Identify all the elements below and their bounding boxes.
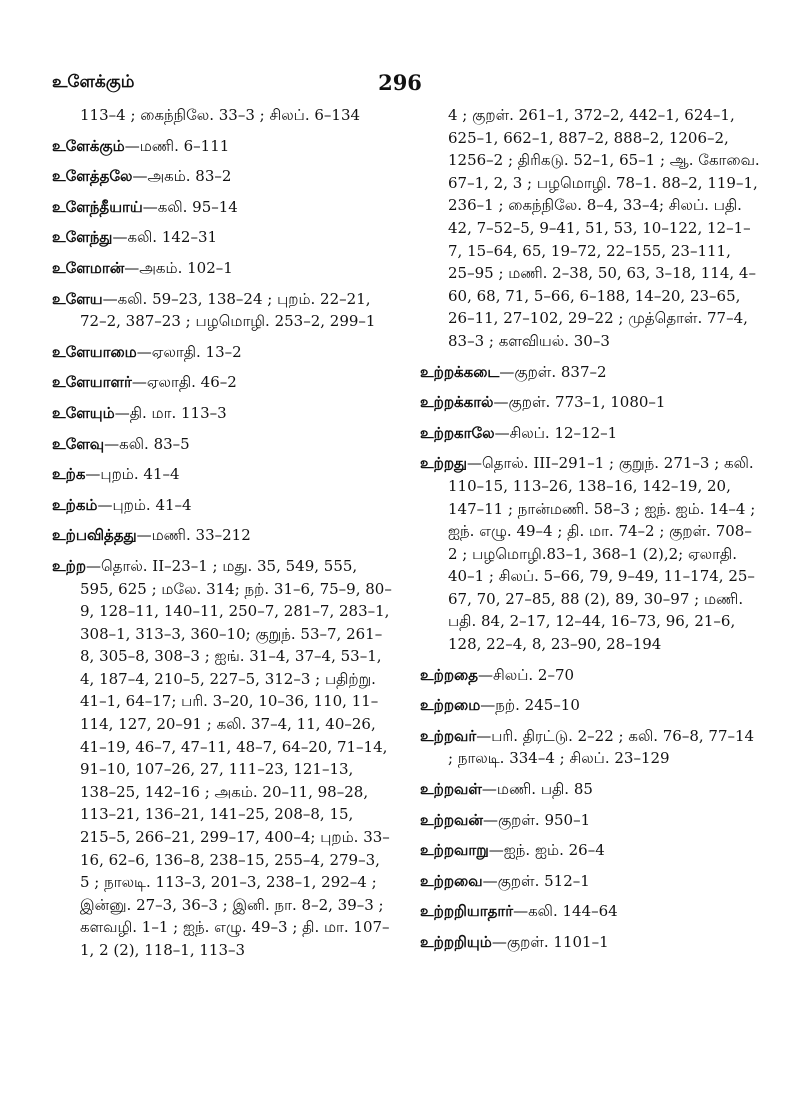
entry-headword: உளேக்கும் (52, 136, 125, 155)
index-entry (52, 402, 392, 425)
entry-headword: உளேயாமை (52, 342, 137, 361)
entry-headword: உற்றறியாதார் (420, 902, 514, 921)
entry-headword: உற்றவர் (420, 726, 477, 745)
index-entry (52, 555, 392, 962)
entry-references: —மணி. 6–111 (124, 136, 230, 155)
entry-headword: உளேயாளர் (52, 373, 132, 392)
right-column (420, 104, 760, 962)
index-entry (420, 104, 760, 353)
index-entry (52, 257, 392, 280)
entry-references: —மணி. பதி. 85 (481, 780, 593, 799)
entry-references: —கலி. 144–64 (513, 902, 618, 921)
index-entry (52, 371, 392, 394)
entry-references: —அகம். 102–1 (124, 258, 233, 277)
entry-references: —குறள். 512–1 (482, 871, 590, 890)
entry-headword: உளேவு (52, 434, 105, 453)
index-entry (420, 809, 760, 832)
entry-references: —கலி. 59–23, 138–24 ; புறம். 22–21, 72–2, 387–23 ; பழமொழி. 253–2, 299–1 (80, 289, 376, 331)
entry-headword: உற்றகாலே (420, 423, 495, 442)
index-entry (52, 196, 392, 219)
entry-references: —கலி. 83–5 (104, 434, 190, 453)
entry-headword: உற்றக்கடை (420, 362, 500, 381)
entry-headword: உற்றவள் (420, 780, 482, 799)
entry-references: —தி. மா. 113–3 (114, 403, 227, 422)
index-entry (420, 664, 760, 687)
entry-references: —குறள். 1101–1 (491, 933, 609, 951)
index-entry (52, 433, 392, 456)
index-entry (420, 694, 760, 717)
entry-references: —தொல். II–23–1 ; மது. 35, 549, 555, 595, 625 ; மலே. 314; நற். 31–6, 75–9, 80–9, 128–11, 140–11, 250–7, 281–7, 283–1, 308–1, 313–3, 360–10; குறுந். 53–7, 261–8, 305–8, 308–3 ; ஐங். 31–4, 37–4, 53–1, 4, 187–4, 210–5, 227–5, 312–3 ; பதிற்று. 41–1, 64–17; பரி. 3–20, 10–36, 110, 11–114, 127, 20–91 ; கலி. 37–4, 11, 40–26, 41–19, 46–7, 47–11, 48–7, 64–20, 71–14, 91–10, 107–26, 27, 111–23, 121–13, 138–25, 142–16 ; அகம். 20–11, 98–28, 113–21, 136–21, 141–25, 208–8, 15, 215–5, 266–21, 299–17, 400–4; புறம். 33–16, 62–6, 136–8, 238–15, 255–4, 279–3, 5 ; நாலடி. 113–3, 201–3, 238–1, 292–4 ; இன்னு. 27–3, 36–3 ; இனி. நா. 8–2, 39–3 ; களவழி. 1–1 ; ஐந். எழு. 49–3 ; தி. மா. 107–1, 2 (2), 118–1, 113–3 (80, 556, 392, 959)
entry-references: —அகம். 83–2 (132, 167, 232, 186)
index-entry (52, 104, 392, 127)
entry-headword: உற்றக்கால் (420, 393, 494, 412)
index-entry (52, 494, 392, 517)
index-entry (420, 452, 760, 655)
entry-references: —ஐந். ஐம். 26–4 (488, 841, 605, 860)
entry-headword: உற்றது (420, 454, 468, 473)
index-entry (420, 839, 760, 862)
entry-references: 4 ; குறள். 261–1, 372–2, 442–1, 624–1, 625–1, 662–1, 887–2, 888–2, 1206–2, 1256–2 ; திரிகடு. 52–1, 65–1 ; ஆ. கோவை. 67–1, 2, 3 ; பழமொழி. 78–1. 88–2, 119–1, 236–1 ; கைந்நிலே. 8–4, 33–4; சிலப். பதி. 42, 7–52–5, 9–41, 51, 53, 10–122, 12–1–7, 15–64, 65, 19–72, 22–155, 23–111, 25–95 ; மணி. 2–38, 50, 63, 3–18, 114, 4–60, 68, 71, 5–66, 6–188, 14–20, 23–65, 26–11, 27–102, 29–22 ; முத்தொள். 77–4, 83–3 ; களவியல். 30–3 (448, 106, 760, 350)
entry-references: —கலி. 95–14 (142, 197, 238, 216)
index-entry (52, 463, 392, 486)
index-entry (52, 226, 392, 249)
entry-references: —ஏலாதி. 13–2 (136, 342, 242, 361)
index-entry (52, 341, 392, 364)
entry-headword: உற்றவன் (420, 810, 483, 829)
index-entry (420, 870, 760, 893)
entry-headword: உற்றதை (420, 665, 478, 684)
entry-references: —குறள். 837–2 (499, 362, 607, 381)
entry-references: —குறள். 950–1 (482, 810, 591, 829)
entry-headword: உளேந்தீயாய் (52, 197, 143, 216)
index-entry (52, 135, 392, 158)
entry-references: —சிலப். 2–70 (478, 665, 575, 684)
entry-references: —சிலப். 12–12–1 (494, 423, 618, 442)
index-entry (420, 422, 760, 445)
entry-headword: உற்றறியும் (420, 933, 492, 951)
page-number: 296 (378, 70, 422, 95)
entry-headword: உற்கம் (52, 495, 98, 514)
entry-references: —புறம். 41–4 (85, 465, 180, 484)
index-entry (52, 524, 392, 547)
entry-headword: உளேத்தலே (52, 167, 133, 186)
entry-headword: உற்றவை (420, 871, 483, 890)
entry-references: —குறள். 773–1, 1080–1 (493, 393, 666, 412)
entry-headword: உளேமான் (52, 258, 125, 277)
entry-references: —நற். 245–10 (480, 696, 580, 715)
entry-headword: உற்பவித்தது (52, 526, 137, 545)
entry-references: —பரி. திரட்டு. 2–22 ; கலி. 76–8, 77–14 ; நாலடி. 334–4 ; சிலப். 23–129 (448, 726, 755, 768)
entry-references: —புறம். 41–4 (97, 495, 192, 514)
entry-headword: உற்றவாறு (420, 841, 489, 860)
entry-headword: உற்க (52, 465, 86, 484)
index-entry (420, 778, 760, 801)
entry-references: —கலி. 142–31 (112, 228, 218, 247)
index-entry (420, 900, 760, 923)
entry-headword: உளேயும் (52, 403, 115, 422)
entry-references: 113–4 ; கைந்நிலே. 33–3 ; சிலப். 6–134 (80, 106, 361, 124)
index-entry (420, 725, 760, 770)
running-head: உளேக்கும் (52, 72, 135, 92)
entry-references: —தொல். III–291–1 ; குறுந். 271–3 ; கலி. 110–15, 113–26, 138–16, 142–19, 20, 147–11 ; நான்மணி. 58–3 ; ஐந். ஐம். 14–4 ; ஐந். எழு. 49–4 ; தி. மா. 74–2 ; குறள். 708–2 ; பழமொழி.83–1, 368–1 (2),2; ஏலாதி. 40–1 ; சிலப். 5–66, 79, 9–49, 11–174, 25–67, 70, 27–85, 88 (2), 89, 30–97 ; மணி. பதி. 84, 2–17, 12–44, 16–73, 96, 21–6, 128, 22–4, 8, 23–90, 28–194 (448, 454, 756, 654)
index-entry (52, 288, 392, 333)
entry-headword: உற்றமை (420, 696, 481, 715)
index-entry (420, 931, 760, 954)
entry-headword: உளேந்து (52, 228, 113, 247)
index-entry (420, 391, 760, 414)
left-column (52, 104, 392, 970)
entry-references: —மணி. 33–212 (136, 526, 251, 545)
index-entry (52, 165, 392, 188)
index-entry (420, 361, 760, 384)
entry-headword: உளேய (52, 289, 103, 308)
entry-headword: உற்ற (52, 556, 87, 575)
entry-references: —ஏலாதி. 46–2 (131, 373, 237, 392)
